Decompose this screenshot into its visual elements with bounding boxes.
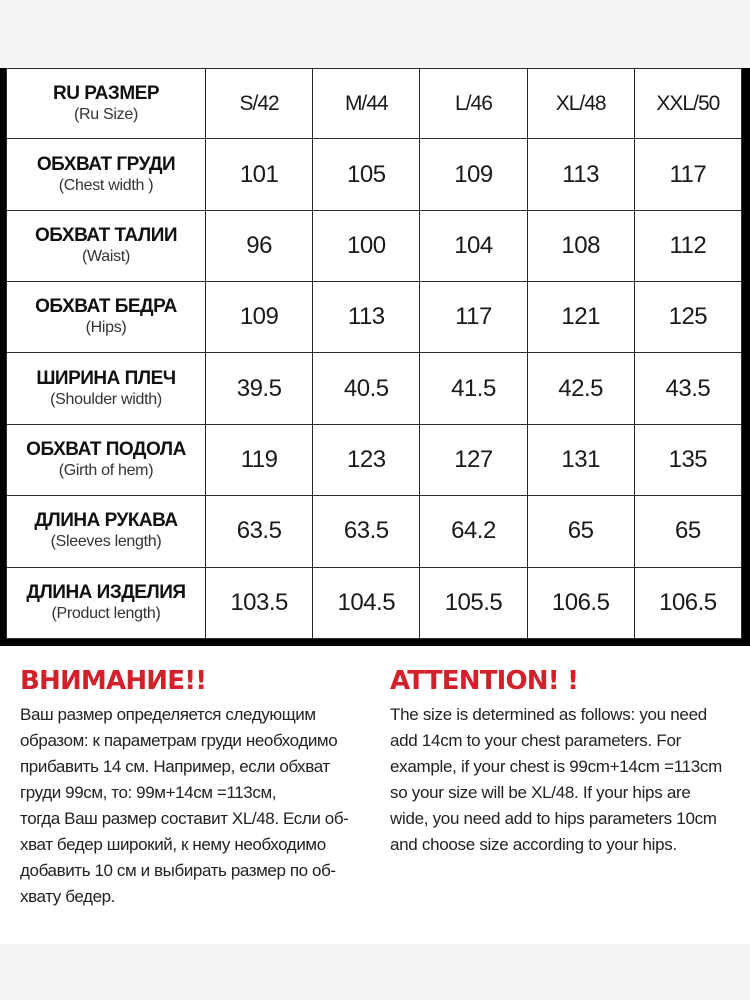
note-line: хвату бедер. <box>20 887 116 906</box>
measurement-value: 63.5 <box>313 496 420 567</box>
measurement-value: 65 <box>527 496 634 567</box>
measurement-value: 108 <box>527 210 634 281</box>
measurement-value: 41.5 <box>420 353 527 424</box>
measurement-value: 40.5 <box>313 353 420 424</box>
measurement-value: 123 <box>313 424 420 495</box>
measurement-row <box>7 353 742 424</box>
header-label-en: (Ru Size) <box>74 105 138 123</box>
note-line: образом: к параметрам груди необходимо <box>20 731 338 750</box>
measurement-value: 121 <box>527 282 634 353</box>
header-row <box>7 69 742 139</box>
measurement-value: 65 <box>634 496 741 567</box>
note-line: добавить 10 см и выбирать размер по об- <box>20 861 336 880</box>
row-label-cell <box>7 496 206 567</box>
measurement-row <box>7 210 742 281</box>
note-line: Ваш размер определяется следующим <box>20 705 316 724</box>
measurement-value: 43.5 <box>634 353 741 424</box>
table-frame <box>0 68 750 646</box>
measurement-row <box>7 282 742 353</box>
note-line: груди 99см, то: 99м+14см =113см, <box>20 783 277 802</box>
measurement-value: 63.5 <box>206 496 313 567</box>
measurement-value: 109 <box>206 282 313 353</box>
row-label-cell <box>7 282 206 353</box>
row-label-en: (Sleeves length) <box>50 533 162 551</box>
note-line: прибавить 14 см. Например, если обхват <box>20 757 330 776</box>
size-header: XL/48 <box>527 69 634 139</box>
measurement-value: 117 <box>634 139 741 210</box>
note-line: wide, you need add to hips parameters 10cm <box>390 809 717 828</box>
measurement-row <box>7 424 742 495</box>
measurement-value: 105 <box>313 139 420 210</box>
row-label-cell <box>7 424 206 495</box>
row-label-ru: ДЛИНА ИЗДЕЛИЯ <box>26 581 186 603</box>
measurement-value: 39.5 <box>206 353 313 424</box>
note-line: example, if your chest is 99cm+14cm =113cm <box>390 757 722 776</box>
row-label-ru: ОБХВАТ ГРУДИ <box>36 153 176 175</box>
measurement-value: 106.5 <box>527 567 634 638</box>
note-ru-text <box>20 702 380 910</box>
note-line: so your size will be XL/48. If your hips are <box>390 783 691 802</box>
note-ru <box>20 666 380 910</box>
measurement-value: 96 <box>206 210 313 281</box>
measurement-value: 106.5 <box>634 567 741 638</box>
size-header: S/42 <box>206 69 313 139</box>
size-table <box>6 68 742 639</box>
measurement-value: 117 <box>420 282 527 353</box>
notes-section <box>0 666 750 926</box>
row-label-en: (Girth of hem) <box>58 462 154 480</box>
measurement-value: 103.5 <box>206 567 313 638</box>
measurement-row <box>7 567 742 638</box>
measurement-value: 112 <box>634 210 741 281</box>
row-label-ru: ОБХВАТ БЕДРА <box>35 296 177 318</box>
row-label-ru: ДЛИНА РУКАВА <box>34 510 178 532</box>
row-label-en: (Chest width ) <box>58 176 154 194</box>
size-header: L/46 <box>420 69 527 139</box>
size-header: M/44 <box>313 69 420 139</box>
note-line: The size is determined as follows: you need <box>390 705 707 724</box>
measurement-row <box>7 139 742 210</box>
row-label-cell <box>7 139 206 210</box>
note-ru-title: ВНИМАНИЕ!! <box>20 666 207 696</box>
note-en-text <box>390 702 745 858</box>
row-label-en: (Waist) <box>82 247 130 265</box>
note-en-title: ATTENTION! ! <box>390 666 579 696</box>
row-label-ru: ОБХВАТ ПОДОЛА <box>26 439 186 461</box>
measurement-value: 105.5 <box>420 567 527 638</box>
measurement-value: 104.5 <box>313 567 420 638</box>
note-line: тогда Ваш размер составит XL/48. Если об- <box>20 809 349 828</box>
measurement-value: 64.2 <box>420 496 527 567</box>
row-label-en: (Shoulder width) <box>50 390 162 408</box>
measurement-value: 135 <box>634 424 741 495</box>
measurement-value: 127 <box>420 424 527 495</box>
row-label-cell <box>7 567 206 638</box>
measurement-value: 131 <box>527 424 634 495</box>
measurement-value: 109 <box>420 139 527 210</box>
row-label-ru: ШИРИНА ПЛЕЧ <box>36 367 176 389</box>
size-chart-sheet <box>0 68 750 944</box>
header-label-cell <box>7 69 206 139</box>
measurement-value: 113 <box>313 282 420 353</box>
size-header: XXL/50 <box>634 69 741 139</box>
note-line: хват бедер широкий, к нему необходимо <box>20 835 326 854</box>
measurement-value: 100 <box>313 210 420 281</box>
header-label-ru: RU РАЗМЕР <box>52 82 160 104</box>
measurement-row <box>7 496 742 567</box>
note-line: and choose size according to your hips. <box>390 835 677 854</box>
row-label-cell <box>7 353 206 424</box>
note-en <box>390 666 745 858</box>
measurement-value: 119 <box>206 424 313 495</box>
measurement-value: 104 <box>420 210 527 281</box>
measurement-value: 101 <box>206 139 313 210</box>
row-label-en: (Hips) <box>85 319 127 337</box>
row-label-en: (Product length) <box>51 604 161 622</box>
measurement-value: 42.5 <box>527 353 634 424</box>
measurement-value: 113 <box>527 139 634 210</box>
row-label-cell <box>7 210 206 281</box>
row-label-ru: ОБХВАТ ТАЛИИ <box>34 224 178 246</box>
measurement-value: 125 <box>634 282 741 353</box>
note-line: add 14cm to your chest parameters. For <box>390 731 681 750</box>
